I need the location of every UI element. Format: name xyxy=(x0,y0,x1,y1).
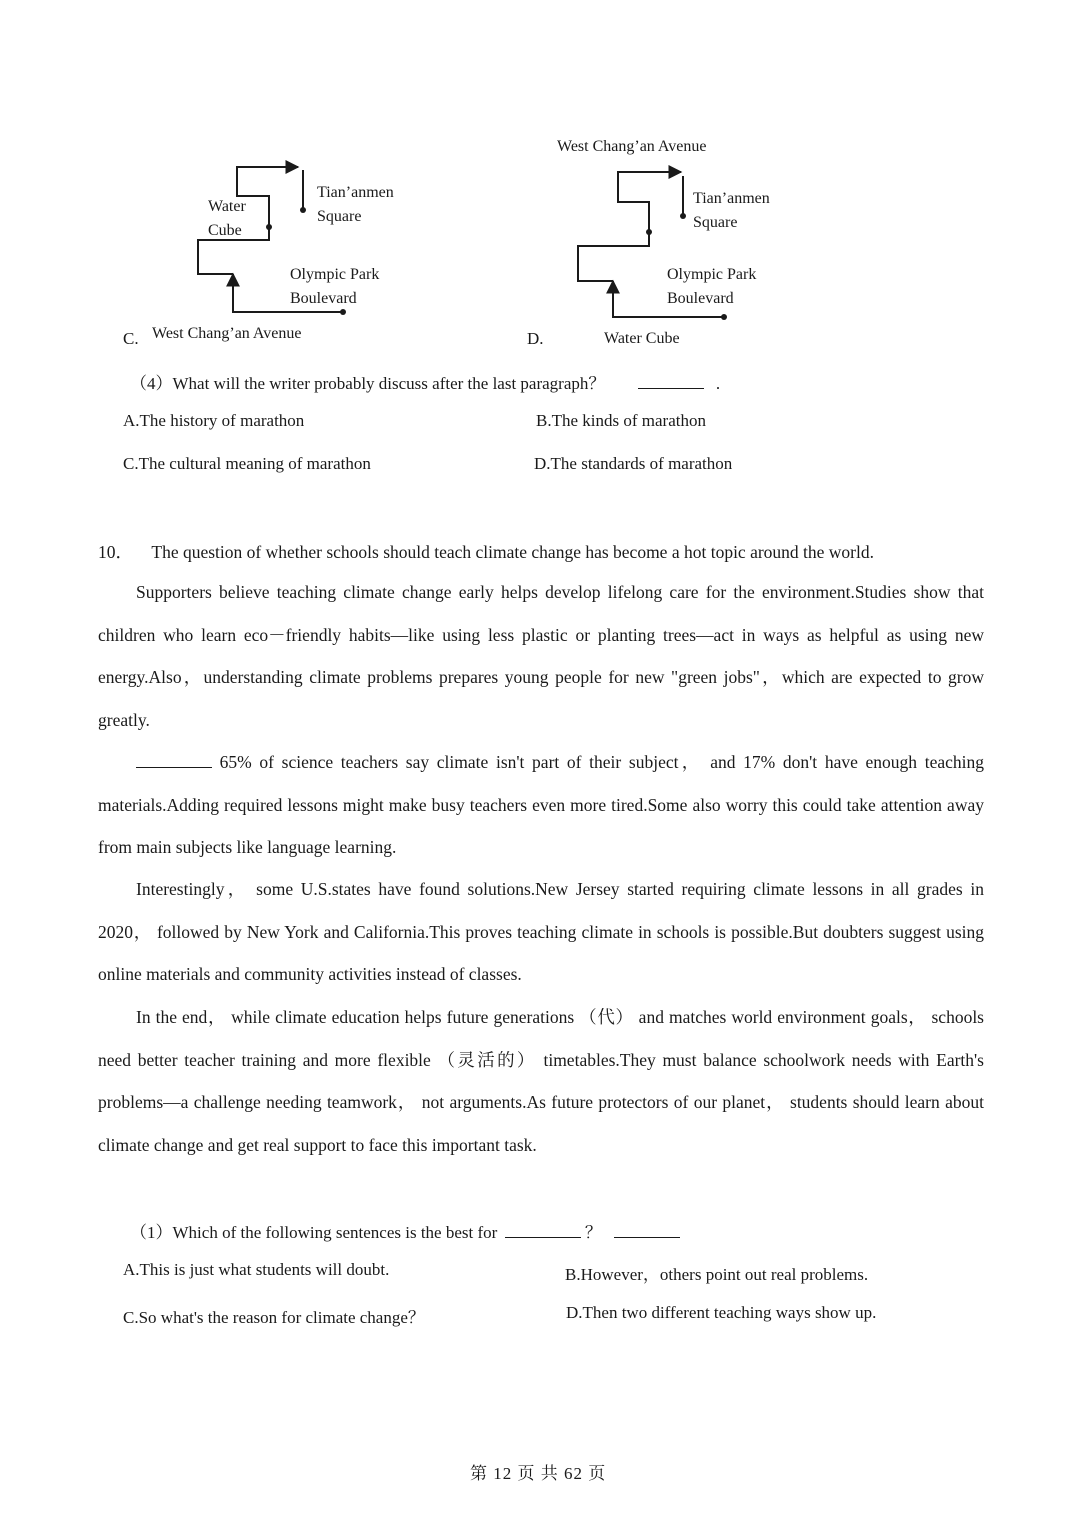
map-d-tian-point xyxy=(680,213,686,219)
q4-option-c[interactable]: C.The cultural meaning of marathon xyxy=(123,454,371,473)
map-c-tian-label: Tian’anmen Square xyxy=(317,184,394,225)
map-d-mid-point xyxy=(646,229,652,235)
passage-paragraph-2: Supporters believe teaching climate change early helps develop lifelong care for the environment.Studies show that children who learn eco－friendly habits—like using less plastic or planting trees—act in ways as helpful as using new energy.Also，understanding climate problems prepares young people for new "green jobs"，which are expected to grow greatly. xyxy=(98,582,984,730)
q4-option-a[interactable]: A.The history of marathon xyxy=(123,411,305,430)
passage-gap-blank[interactable] xyxy=(136,766,212,768)
passage-paragraph-3-block xyxy=(98,741,984,869)
q1-mark: ？ xyxy=(584,1223,602,1242)
q1-stem-row xyxy=(130,1218,680,1243)
map-d-tian-label: Tian’anmen Square xyxy=(693,190,770,231)
map-c-water-label: Water Cube xyxy=(208,198,246,239)
map-d-route-diagram xyxy=(0,0,1080,360)
q1-option-a[interactable]: A.This is just what students will doubt. xyxy=(123,1260,390,1279)
q4-end: . xyxy=(715,374,721,393)
map-d-olympic-point xyxy=(721,314,727,320)
q1-stem: （1）Which of the following sentences is the best for xyxy=(130,1223,498,1242)
q1-option-c[interactable]: C.So what's the reason for climate change？ xyxy=(123,1308,425,1327)
q1-answer-blank[interactable] xyxy=(614,1236,680,1238)
passage-first-line xyxy=(98,539,874,564)
passage-paragraph-1: The question of whether schools should teach climate change has become a hot topic around the world. xyxy=(151,542,875,562)
passage-paragraph-4: Interestingly， some U.S.states have found solutions.New Jersey started requiring climate lessons in all grades in 2020， followed by New York and California.This proves teaching climate in schools is possible.But doubters suggest using online materials and community activities instead of classes. xyxy=(98,879,984,984)
passage-number: 10． xyxy=(98,542,133,562)
q1-option-b[interactable]: B.However，others point out real problems. xyxy=(565,1265,869,1284)
map-c-olympic-label: Olympic Park Boulevard xyxy=(290,266,380,307)
map-d-option-letter[interactable]: D. xyxy=(527,329,544,348)
map-d-olympic-label: Olympic Park Boulevard xyxy=(667,266,757,307)
q4-option-d[interactable]: D.The standards of marathon xyxy=(534,454,733,473)
map-d-top-label: West Chang’an Avenue xyxy=(557,138,707,155)
q4-option-b[interactable]: B.The kinds of marathon xyxy=(536,411,706,430)
q4-stem: （4）What will the writer probably discuss after the last paragraph？ xyxy=(130,374,606,393)
map-c-start-label: West Chang’an Avenue xyxy=(152,325,302,342)
q1-option-d[interactable]: D.Then two different teaching ways show up. xyxy=(566,1303,877,1322)
map-d-start-label: Water Cube xyxy=(604,330,680,347)
q4-stem-row xyxy=(130,369,720,394)
q4-answer-blank[interactable] xyxy=(638,387,704,389)
page-footer: 第 12 页 共 62 页 xyxy=(470,1464,607,1483)
map-c-option-letter[interactable]: C. xyxy=(123,329,139,348)
q1-reference-blank xyxy=(505,1236,581,1238)
passage-paragraph-5: In the end， while climate education helps future generations （代） and matches world environment goals， schools need better teacher training and more flexible （灵活的） timetables.They must balance schoolwork needs with Earth's problems—a challenge needing teamwork， not arguments.As future protectors of our planet， students should learn about climate change and get real support to face this important task. xyxy=(98,1007,984,1155)
passage-paragraph-3: 65% of science teachers say climate isn't part of their subject， and 17% don't have enough teaching materials.Adding required lessons might make busy teachers even more tired.Some also worry this could take attention away from main subjects like language learning. xyxy=(98,752,984,857)
